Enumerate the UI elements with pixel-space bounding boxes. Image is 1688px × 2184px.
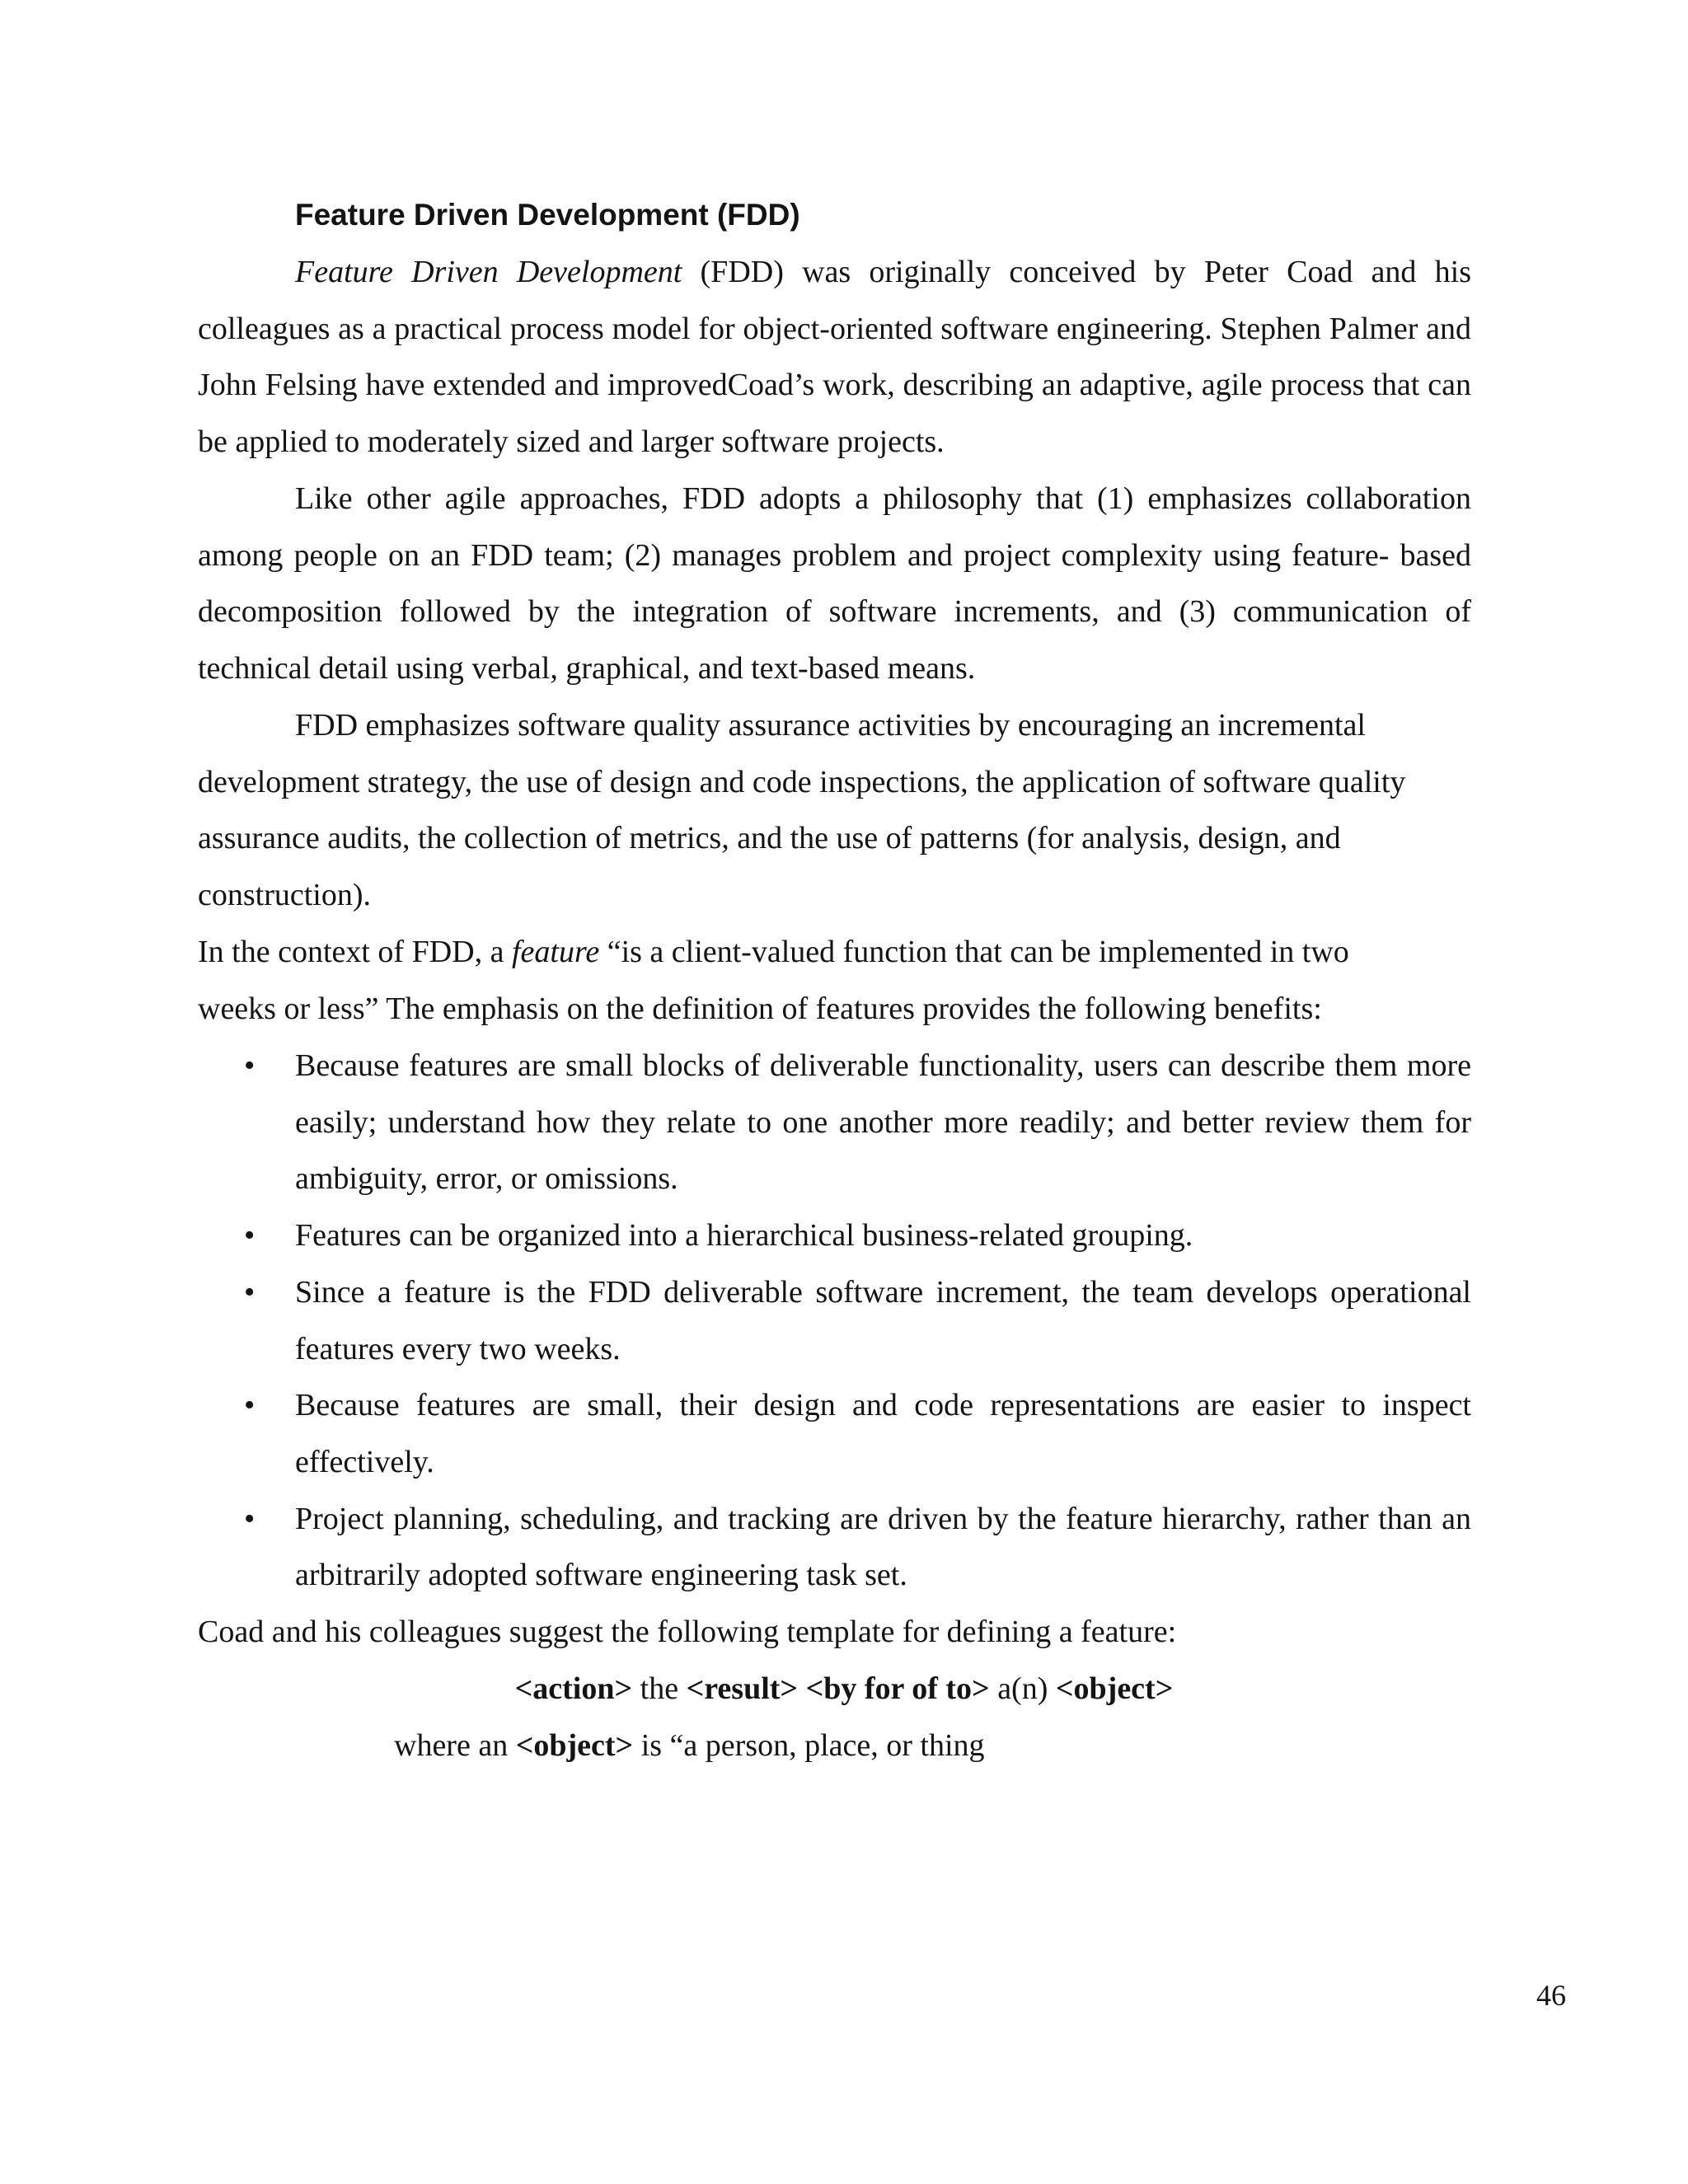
paragraph-fdd-origin <box>198 244 1471 471</box>
list-item <box>198 1491 1471 1604</box>
paragraph-agile-philosophy <box>198 471 1471 697</box>
template-preposition: <by for of to> <box>805 1671 990 1706</box>
qa-line-1: FDD emphasizes software quality assurance activities by encouraging an incremental <box>295 708 1366 743</box>
page-number: 46 <box>1536 1979 1566 2012</box>
list-item <box>198 1264 1471 1377</box>
feature-def-prefix: In the context of FDD, a <box>198 935 512 969</box>
qa-line-4: construction). <box>198 878 372 913</box>
bullet-text: Since a feature is the FDD deliverable software increment, the team develops operational features every two weeks. <box>295 1274 1471 1366</box>
paragraph-quality-assurance <box>198 697 1471 924</box>
bullet-text: Because features are small blocks of deliverable functionality, users can describe them more easily; understand how they relate to one another more readily; and better review them for ambiguity, error, or omissions. <box>295 1048 1471 1197</box>
bullet-marker: • <box>244 1048 256 1083</box>
bullet-marker: • <box>244 1388 256 1423</box>
template-intro: Coad and his colleagues suggest the following template for defining a feature: <box>198 1615 1177 1649</box>
bullet-text: Because features are small, their design and code representations are easier to inspect effectively. <box>295 1388 1471 1479</box>
qa-line-3: assurance audits, the collection of metrics, and the use of patterns (for analysis, design, and <box>198 821 1341 856</box>
bullet-marker: • <box>244 1218 256 1254</box>
feature-def-line2: weeks or less” The emphasis on the definition of features provides the following benefits: <box>198 991 1322 1026</box>
bullet-marker: • <box>244 1274 256 1310</box>
feature-template <box>0 1661 1688 1718</box>
feature-term: feature <box>511 935 600 969</box>
feature-def-line1: “is a client-valued function that can be implemented in two <box>599 935 1349 969</box>
bullet-text: Features can be organized into a hierarchical business-related grouping. <box>295 1218 1193 1254</box>
template-space <box>798 1671 806 1706</box>
fdd-term: Feature Driven Development <box>295 255 682 289</box>
template-object: <object> <box>1055 1671 1174 1706</box>
paragraph-feature-definition <box>198 924 1471 1037</box>
paragraph-fdd-origin-text: (FDD) was originally conceived by Peter Coad and his colleagues as a practical process model for object-oriented software engineering. Stephen Palmer and John Felsing have extended and improvedCoad’s work, describing an adaptive, agile process that can be applied to moderately sized and larger software projects. <box>198 255 1471 460</box>
paragraph-agile-philosophy-text: Like other agile approaches, FDD adopts a philosophy that (1) emphasizes collaboration among people on an FDD team; (2) manages problem and project complexity using feature- based decomposition followed by the integration of software increments, and (3) communication of technical detail using verbal, graphical, and text-based means. <box>198 481 1471 687</box>
template-result: <result> <box>686 1671 799 1706</box>
qa-line-2: development strategy, the use of design and code inspections, the application of software quality <box>198 764 1406 799</box>
object-definition <box>394 1718 985 1774</box>
bullet-text: Project planning, scheduling, and tracking are driven by the feature hierarchy, rather than an arbitrarily adopted software engineering task set. <box>295 1501 1471 1593</box>
list-item <box>198 1377 1471 1490</box>
bullet-marker: • <box>244 1501 256 1536</box>
list-item <box>198 1038 1471 1207</box>
object-definition-suffix: is “a person, place, or thing <box>633 1728 985 1763</box>
object-definition-prefix: where an <box>394 1728 516 1763</box>
template-article: a(n) <box>989 1671 1056 1706</box>
benefits-list <box>198 1038 1471 1604</box>
template-action: <action> <box>514 1671 633 1706</box>
object-definition-term: <object> <box>515 1728 634 1763</box>
list-item <box>198 1207 1471 1264</box>
section-heading: Feature Driven Development (FDD) <box>295 198 800 232</box>
template-the: the <box>632 1671 687 1706</box>
